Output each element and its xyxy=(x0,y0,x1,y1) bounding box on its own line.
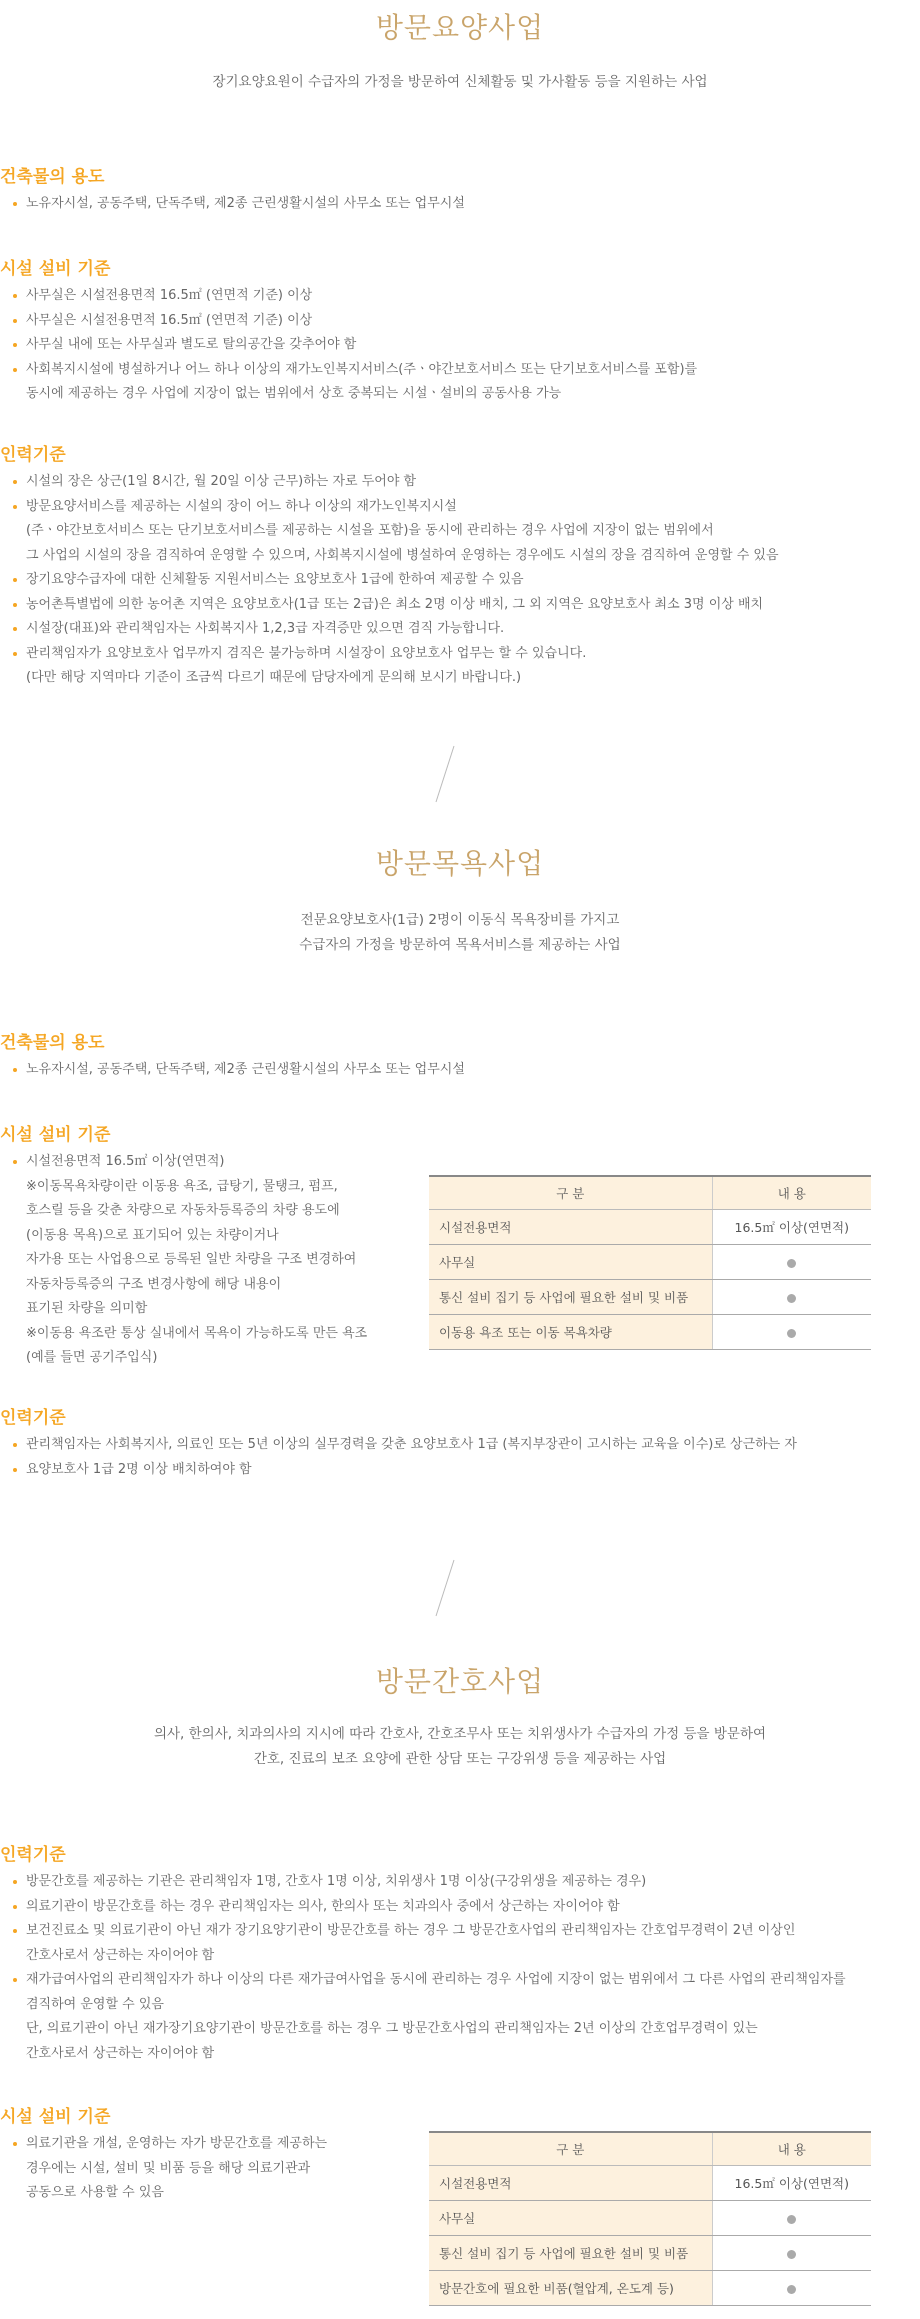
building-use-heading: 건축물의 용도 xyxy=(0,167,105,187)
list-item-line: 공동으로 사용할 수 있음 xyxy=(26,2185,164,2200)
table-row xyxy=(429,1210,871,1245)
check-dot-icon xyxy=(787,1259,796,1268)
table-value-cell xyxy=(712,2236,871,2271)
list-item-line: 보건진료소 및 의료기관이 아닌 재가 장기요양기관이 방문간호를 하는 경우 그 방문간호사업의 관리책임자는 간호업무경력이 2년 이상인 xyxy=(26,1923,796,1938)
list-item xyxy=(12,568,779,593)
description-line: 장기요양요원이 수급자의 가정을 방문하여 신체활동 및 가사활동 등을 지원하는 사업 xyxy=(212,74,708,90)
list-item xyxy=(12,1895,846,1920)
check-dot-icon xyxy=(787,1329,796,1338)
list-item-line: 시설의 장은 상근(1일 8시간, 월 20일 이상 근무)하는 자로 두어야 함 xyxy=(26,474,417,489)
table-value-cell: 16.5㎡ 이상(연면적) xyxy=(712,1210,871,1245)
list-item xyxy=(12,1058,465,1083)
list-item xyxy=(12,1968,846,2066)
list-item-line: ※이동목욕차량이란 이동용 욕조, 급탕기, 물탱크, 펌프, xyxy=(26,1178,338,1194)
list-item-line: 겸직하여 운영할 수 있음 xyxy=(26,1996,164,2012)
facility-standard-list xyxy=(12,1150,367,1371)
table-value-cell xyxy=(712,2201,871,2236)
list-item xyxy=(12,1458,797,1483)
list-item-line: 사회복지시설에 병설하거나 어느 하나 이상의 재가노인복지서비스(주ㆍ야간보호서비스 또는 단기보호서비스를 포함)를 xyxy=(26,361,698,377)
table-value-cell xyxy=(712,1315,871,1350)
list-item-line: 자가용 또는 사업용으로 등록된 일반 차량을 구조 변경하여 xyxy=(26,1252,357,1267)
section-title: 방문요양사업 xyxy=(375,11,545,44)
table-value-cell xyxy=(712,1245,871,1280)
list-item-line: 노유자시설, 공동주택, 단독주택, 제2종 근린생활시설의 사무소 또는 업무시설 xyxy=(26,1062,465,1077)
section-description xyxy=(0,908,920,958)
table-label-cell: 이동용 욕조 또는 이동 목욕차량 xyxy=(429,1315,712,1350)
facility-standard-heading: 시설 설비 기준 xyxy=(0,2107,111,2127)
section-divider xyxy=(444,744,446,804)
list-item xyxy=(12,1870,846,1895)
list-item-line: 자동차등록증의 구조 변경사항에 해당 내용이 xyxy=(26,1276,282,1292)
list-item-line: (주ㆍ야간보호서비스 또는 단기보호서비스를 제공하는 시설을 포함)을 동시에 관리하는 경우 사업에 지장이 없는 범위에서 xyxy=(26,523,714,538)
list-item-line: 시설장(대표)와 관리책임자는 사회복지사 1,2,3급 자격증만 있으면 겸직 가능합니다. xyxy=(26,621,505,636)
list-item-line: 경우에는 시설, 설비 및 비품 등을 해당 의료기관과 xyxy=(26,2160,311,2176)
description-line: 간호, 진료의 보조 요양에 관한 상담 또는 구강위생 등을 제공하는 사업 xyxy=(253,1751,667,1767)
table-label-cell: 방문간호에 필요한 비품(혈압계, 온도계 등) xyxy=(429,2271,712,2306)
list-item-line: 관리책임자가 요양보호사 업무까지 겸직은 불가능하며 시설장이 요양보호사 업무는 할 수 있습니다. xyxy=(26,645,587,661)
facility-standard-heading: 시설 설비 기준 xyxy=(0,1125,111,1145)
table-row xyxy=(429,2271,871,2306)
section-divider xyxy=(444,1558,446,1618)
table-label-cell: 시설전용면적 xyxy=(429,2166,712,2201)
check-dot-icon xyxy=(787,2250,796,2259)
list-item xyxy=(12,309,697,334)
list-item xyxy=(12,1433,797,1458)
table-label-cell: 사무실 xyxy=(429,2201,712,2236)
section-title: 방문목욕사업 xyxy=(375,847,545,880)
table-header-cell: 내 용 xyxy=(712,2132,871,2166)
list-item-line: 동시에 제공하는 경우 사업에 지장이 없는 범위에서 상호 중복되는 시설ㆍ설비의 공동사용 가능 xyxy=(26,386,562,401)
list-item-line: 간호사로서 상근하는 자이어야 함 xyxy=(26,1947,215,1963)
list-item-line: 단, 의료기관이 아닌 재가장기요양기관이 방문간호를 하는 경우 그 방문간호사업의 관리책임자는 2년 이상의 간호업무경력이 있는 xyxy=(26,2021,758,2036)
table-value-cell xyxy=(712,1280,871,1315)
list-item-line: (이동용 목욕)으로 표기되어 있는 차량이거나 xyxy=(26,1227,279,1243)
list-item xyxy=(12,358,697,407)
list-item-line: 노유자시설, 공동주택, 단독주택, 제2종 근린생활시설의 사무소 또는 업무시설 xyxy=(26,196,465,211)
table-header-cell: 구 분 xyxy=(429,1176,712,1210)
list-item-line: 요양보호사 1급 2명 이상 배치하여야 함 xyxy=(26,1461,252,1477)
list-item-line: 방문요양서비스를 제공하는 시설의 장이 어느 하나 이상의 재가노인복지시설 xyxy=(26,498,457,514)
section-title: 방문간호사업 xyxy=(375,1665,545,1698)
building-use-heading: 건축물의 용도 xyxy=(0,1033,105,1053)
list-item xyxy=(12,1150,367,1371)
staff-standard-list xyxy=(12,1870,846,2066)
list-item-line: 간호사로서 상근하는 자이어야 함 xyxy=(26,2045,215,2061)
description-line: 수급자의 가정을 방문하여 목욕서비스를 제공하는 사업 xyxy=(299,937,621,953)
facility-standard-heading: 시설 설비 기준 xyxy=(0,259,111,279)
check-dot-icon xyxy=(787,2215,796,2224)
list-item-line: 그 사업의 시설의 장을 겸직하여 운영할 수 있으며, 사회복지시설에 병설하여 운영하는 경우에도 시설의 장을 겸직하여 운영할 수 있음 xyxy=(26,547,779,563)
table-label-cell: 시설전용면적 xyxy=(429,1210,712,1245)
section-description xyxy=(0,1722,920,1772)
staff-standard-heading: 인력기준 xyxy=(0,1845,66,1865)
building-use-list xyxy=(12,192,465,217)
list-item-line: (예를 들면 공기주입식) xyxy=(26,1350,158,1365)
list-item xyxy=(12,593,779,618)
list-item xyxy=(12,2132,327,2206)
list-item-line: 의료기관을 개설, 운영하는 자가 방문간호를 제공하는 xyxy=(26,2136,328,2151)
description-line: 의사, 한의사, 치과의사의 지시에 따라 간호사, 간호조무사 또는 치위생사가 수급자의 가정 등을 방문하여 xyxy=(153,1726,767,1742)
list-item-line: 농어촌특별법에 의한 농어촌 지역은 요양보호사(1급 또는 2급)은 최소 2명 이상 배치, 그 외 지역은 요양보호사 최소 3명 이상 배치 xyxy=(26,596,764,612)
list-item-line: 재가급여사업의 관리책임자가 하나 이상의 다른 재가급여사업을 동시에 관리하는 경우 사업에 지장이 없는 범위에서 그 다른 사업의 관리책임자를 xyxy=(26,1972,846,1987)
list-item xyxy=(12,192,465,217)
check-dot-icon xyxy=(787,2285,796,2294)
facility-standard-list xyxy=(12,284,697,407)
description-line: 전문요양보호사(1급) 2명이 이동식 목욕장비를 가지고 xyxy=(300,912,620,928)
building-use-list xyxy=(12,1058,465,1083)
table-value-cell: 16.5㎡ 이상(연면적) xyxy=(712,2166,871,2201)
facility-standard-list xyxy=(12,2132,327,2206)
table-header-row xyxy=(429,1176,871,1210)
table-header-cell: 내 용 xyxy=(712,1176,871,1210)
list-item xyxy=(12,495,779,569)
list-item xyxy=(12,1919,846,1968)
list-item-line: (다만 해당 지역마다 기준이 조금씩 다르기 때문에 담당자에게 문의해 보시기 바랍니다.) xyxy=(26,670,522,685)
list-item-line: 호스릴 등을 갖춘 차량으로 자동차등록증의 차량 용도에 xyxy=(26,1203,340,1218)
table-row xyxy=(429,2166,871,2201)
check-dot-icon xyxy=(787,1294,796,1303)
table-value-cell xyxy=(712,2271,871,2306)
list-item-line: 방문간호를 제공하는 기관은 관리책임자 1명, 간호사 1명 이상, 치위생사 1명 이상(구강위생을 제공하는 경우) xyxy=(26,1874,647,1889)
list-item xyxy=(12,470,779,495)
table-label-cell: 통신 설비 집기 등 사업에 필요한 설비 및 비품 xyxy=(429,2236,712,2271)
staff-standard-list xyxy=(12,470,779,691)
list-item-line: 사무실 내에 또는 사무실과 별도로 탈의공간을 갖추어야 함 xyxy=(26,337,357,352)
list-item-line: ※이동용 욕조란 통상 실내에서 목욕이 가능하도록 만든 욕조 xyxy=(26,1325,368,1341)
table-row xyxy=(429,2201,871,2236)
list-item xyxy=(12,284,697,309)
list-item-line: 사무실은 시설전용면적 16.5㎡ (연면적 기준) 이상 xyxy=(26,288,313,303)
list-item xyxy=(12,642,779,691)
list-item-line: 관리책임자는 사회복지사, 의료인 또는 5년 이상의 실무경력을 갖춘 요양보호사 1급 (복지부장관이 고시하는 교육을 이수)로 상근하는 자 xyxy=(26,1437,797,1452)
table-row xyxy=(429,1315,871,1350)
table-row xyxy=(429,1245,871,1280)
table-label-cell: 사무실 xyxy=(429,1245,712,1280)
staff-standard-heading: 인력기준 xyxy=(0,1408,66,1428)
table-row xyxy=(429,2236,871,2271)
facility-table xyxy=(429,2131,871,2306)
list-item-line: 사무실은 시설전용면적 16.5㎡ (연면적 기준) 이상 xyxy=(26,312,313,328)
table-header-cell: 구 분 xyxy=(429,2132,712,2166)
list-item-line: 장기요양수급자에 대한 신체활동 지원서비스는 요양보호사 1급에 한하여 제공할 수 있음 xyxy=(26,572,524,587)
table-label-cell: 통신 설비 집기 등 사업에 필요한 설비 및 비품 xyxy=(429,1280,712,1315)
table-row xyxy=(429,1280,871,1315)
list-item-line: 시설전용면적 16.5㎡ 이상(연면적) xyxy=(26,1154,225,1169)
section-description xyxy=(0,70,920,95)
list-item xyxy=(12,617,779,642)
list-item xyxy=(12,333,697,358)
list-item-line: 표기된 차량을 의미함 xyxy=(26,1301,148,1316)
staff-standard-list xyxy=(12,1433,797,1482)
staff-standard-heading: 인력기준 xyxy=(0,445,66,465)
facility-table xyxy=(429,1175,871,1350)
list-item-line: 의료기관이 방문간호를 하는 경우 관리책임자는 의사, 한의사 또는 치과의사 중에서 상근하는 자이어야 함 xyxy=(26,1898,620,1914)
table-header-row xyxy=(429,2132,871,2166)
